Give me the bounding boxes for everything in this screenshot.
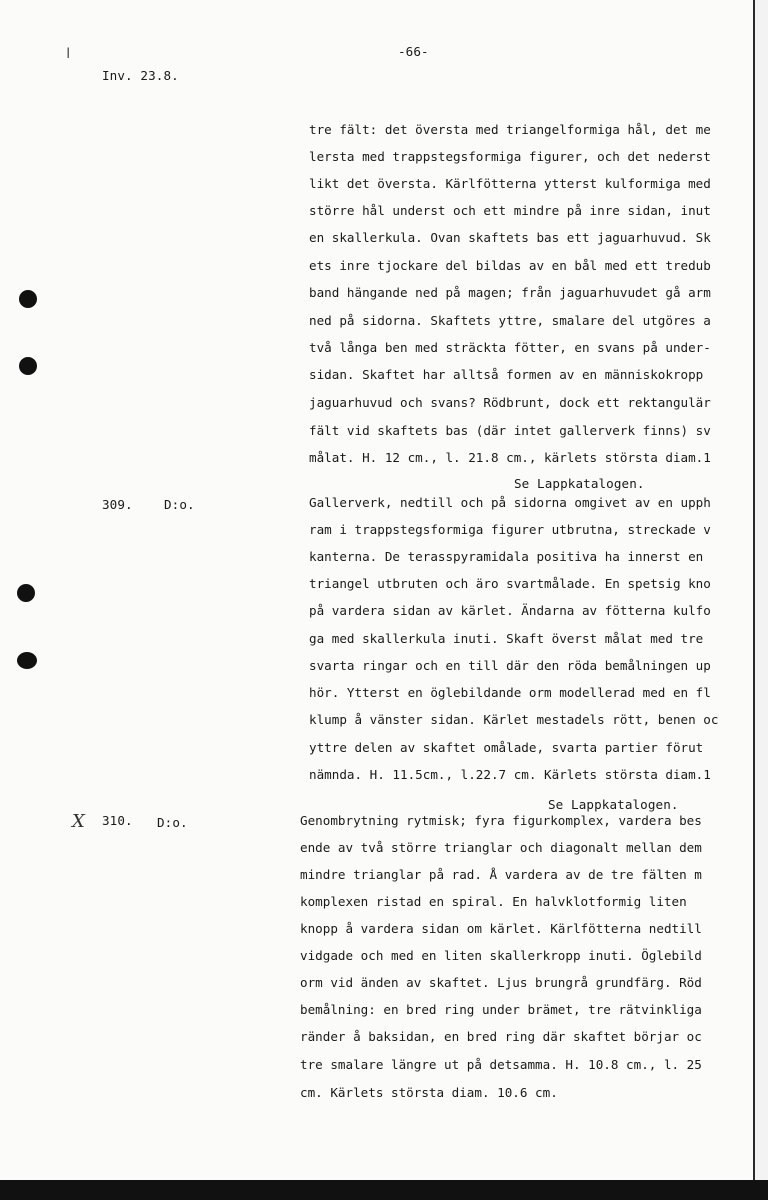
- entry-line: ram i trappstegsformiga figurer utbrutna, streckade v: [309, 522, 711, 537]
- punch-hole-4: [17, 652, 37, 669]
- entry-line: ned på sidorna. Skaftets yttre, smalare del utgöres a: [309, 313, 711, 328]
- entry-number: 310.: [102, 813, 133, 828]
- entry-line: ets inre tjockare del bildas av en bål med ett tredub: [309, 258, 711, 273]
- entry-line: likt det översta. Kärlfötterna ytterst kulformiga med: [309, 176, 711, 191]
- entry-line: ga med skallerkula inuti. Skaft överst målat med tre: [309, 631, 704, 646]
- entry-line: kanterna. De terasspyramidala positiva ha innerst en: [309, 549, 704, 564]
- entry-line: målat. H. 12 cm., l. 21.8 cm., kärlets största diam.1: [309, 450, 711, 465]
- punch-hole-3: [17, 584, 35, 602]
- entry-line: lersta med trappstegsformiga figurer, och det nederst: [309, 149, 711, 164]
- entry-line: orm vid änden av skaftet. Ljus brungrå grundfärg. Röd: [300, 975, 702, 990]
- entry-line: triangel utbruten och äro svartmålade. En spetsig kno: [309, 576, 711, 591]
- entry-line: klump å vänster sidan. Kärlet mestadels rött, benen oc: [309, 712, 719, 727]
- scan-bottom-band: [0, 1180, 768, 1200]
- entry-line: ränder å baksidan, en bred ring där skaftet börjar oc: [300, 1029, 702, 1044]
- entry-line: mindre trianglar på rad. Å vardera av de tre fälten m: [300, 867, 702, 882]
- entry-line: nämnda. H. 11.5cm., l.22.7 cm. Kärlets största diam.1: [309, 767, 711, 782]
- entry-ditto: D:o.: [164, 497, 195, 512]
- entry-line: yttre delen av skaftet omålade, svarta partier förut: [309, 740, 704, 755]
- entry-line: fält vid skaftets bas (där intet gallerverk finns) sv: [309, 423, 711, 438]
- entry-line: större hål underst och ett mindre på inre sidan, inut: [309, 203, 711, 218]
- entry-line: ende av två större trianglar och diagonalt mellan dem: [300, 840, 702, 855]
- entry-line: tre smalare längre ut på detsamma. H. 10.8 cm., l. 25: [300, 1057, 702, 1072]
- entry-line: jaguarhuvud och svans? Rödbrunt, dock ett rektangulär: [309, 395, 711, 410]
- punch-hole-1: [19, 290, 37, 308]
- entry-line: på vardera sidan av kärlet. Ändarna av fötterna kulfo: [309, 603, 711, 618]
- entry-number: 309.: [102, 497, 133, 512]
- entry-line: två långa ben med sträckta fötter, en svans på under-: [309, 340, 711, 355]
- entry-line: Gallerverk, nedtill och på sidorna omgivet av en upph: [309, 495, 711, 510]
- punch-hole-2: [19, 357, 37, 375]
- entry-line: svarta ringar och en till där den röda bemålningen up: [309, 658, 711, 673]
- entry-line: vidgade och med en liten skallerkropp inuti. Öglebild: [300, 948, 702, 963]
- margin-tick-mark: ǀ: [64, 46, 73, 62]
- entry-line: en skallerkula. Ovan skaftets bas ett jaguarhuvud. Sk: [309, 230, 711, 245]
- entry-line: bemålning: en bred ring under brämet, tre rätvinkliga: [300, 1002, 702, 1017]
- entry-line: Genombrytning rytmisk; fyra figurkomplex, vardera bes: [300, 813, 702, 828]
- catalog-note: Se Lappkatalogen.: [548, 797, 679, 812]
- scan-right-rule: [753, 0, 755, 1200]
- entry-line: knopp å vardera sidan om kärlet. Kärlfötterna nedtill: [300, 921, 702, 936]
- entry-line: tre fält: det översta med triangelformiga hål, det me: [309, 122, 711, 137]
- margin-x-mark: X: [72, 811, 85, 832]
- page-number: -66-: [398, 44, 429, 59]
- entry-line: komplexen ristad en spiral. En halvklotformig liten: [300, 894, 687, 909]
- entry-line: cm. Kärlets största diam. 10.6 cm.: [300, 1085, 558, 1100]
- inventory-number: Inv. 23.8.: [102, 68, 179, 83]
- catalog-note: Se Lappkatalogen.: [514, 476, 645, 491]
- entry-line: band hängande ned på magen; från jaguarhuvudet gå arm: [309, 285, 711, 300]
- entry-line: hör. Ytterst en öglebildande orm modellerad med en fl: [309, 685, 711, 700]
- entry-ditto: D:o.: [157, 815, 188, 830]
- scan-right-edge: [755, 0, 768, 1200]
- entry-line: sidan. Skaftet har alltså formen av en människokropp: [309, 367, 704, 382]
